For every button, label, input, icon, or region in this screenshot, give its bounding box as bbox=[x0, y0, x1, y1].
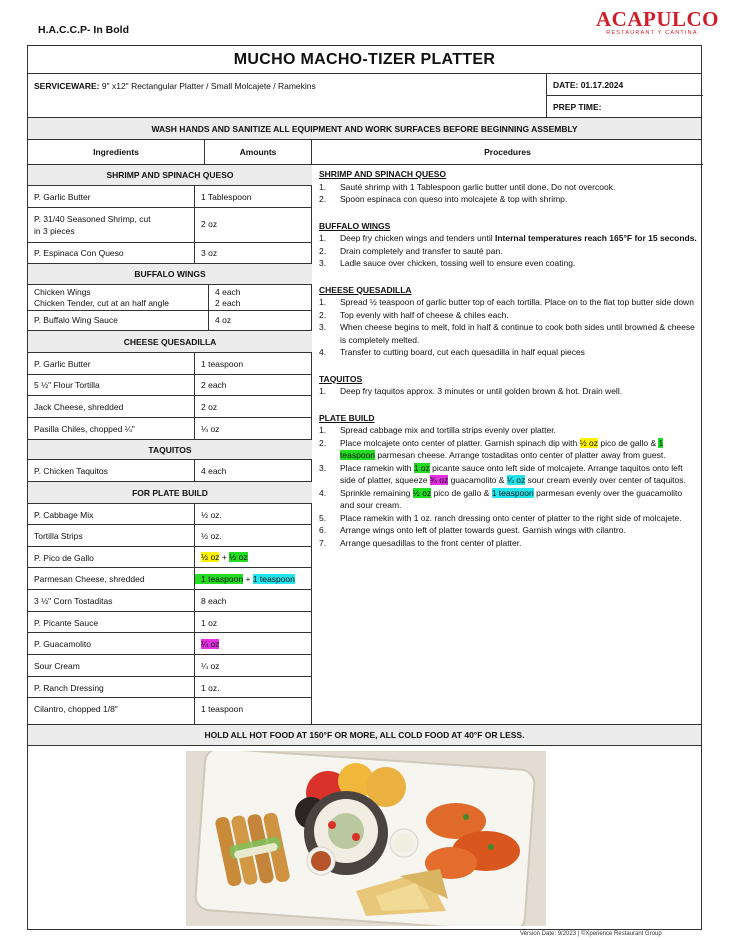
ingredient-row bbox=[28, 285, 312, 311]
ingredient-row bbox=[28, 311, 312, 331]
serviceware-label: SERVICEWARE: bbox=[34, 81, 100, 91]
ingredient-row bbox=[28, 243, 312, 264]
proc-step: 1. Spread ½ teaspoon of garlic butter top of each tortilla. Place on to the flat top butter side down bbox=[319, 297, 694, 307]
proc-step: 2. Spoon espinaca con queso into molcajete & top with shrimp. bbox=[319, 194, 568, 204]
platter-photo bbox=[186, 751, 546, 926]
serviceware-row bbox=[28, 74, 701, 118]
ingredient-row bbox=[28, 186, 312, 208]
ingredient-name: Chicken Wings Chicken Tender, cut at an half angle bbox=[34, 287, 169, 308]
proc-step: 5. Place ramekin with 1 oz. ranch dressing onto center of platter to the right side of molcajete. bbox=[319, 512, 682, 523]
proc-step: 1. Deep fry taquitos approx. 3 minutes or until golden brown & hot. Drain well. bbox=[319, 386, 623, 396]
serviceware bbox=[34, 81, 316, 91]
ingredient-name: P. Garlic Butter bbox=[34, 359, 91, 369]
section-header-plate-build: FOR PLATE BUILD bbox=[28, 482, 312, 504]
ingredients-table bbox=[28, 165, 312, 724]
ingredient-row bbox=[28, 612, 312, 633]
serviceware-value: 9" x12" Rectangular Platter / Small Molcajete / Ramekins bbox=[101, 81, 316, 91]
ingredient-row bbox=[28, 396, 312, 418]
ingredient-amount: 1 teaspoon bbox=[194, 698, 243, 724]
wash-hands-notice: WASH HANDS AND SANITIZE ALL EQUIPMENT AND WORK SURFACES BEFORE BEGINNING ASSEMBLY bbox=[28, 118, 701, 140]
proc-title-quesadilla: CHEESE QUESADILLA bbox=[319, 284, 412, 295]
ingredient-amount: 1 teaspoon + 1 teaspoon bbox=[194, 568, 295, 589]
ingredient-row bbox=[28, 353, 312, 375]
ingredient-amount: 1 oz bbox=[194, 612, 217, 632]
ingredient-name: P. Espinaca Con Queso bbox=[34, 248, 124, 258]
procedures-header: Procedures bbox=[312, 140, 703, 165]
highlight-guacamolito: ¾ oz bbox=[429, 475, 449, 485]
acapulco-logo bbox=[596, 7, 719, 36]
ingredient-amount: 2 oz bbox=[194, 208, 217, 242]
date-column bbox=[546, 74, 703, 118]
ingredient-row bbox=[28, 568, 312, 590]
haccp-temperature: Internal temperatures reach 165°F for 15 seconds. bbox=[494, 233, 697, 243]
proc-list-quesadilla bbox=[319, 296, 697, 359]
version-date: Version Date: 9/2023 | ©Xperience Restaurant Group bbox=[520, 931, 662, 937]
proc-title-shrimp: SHRIMP AND SPINACH QUESO bbox=[319, 169, 447, 179]
highlight-parmesan-a: 1 teaspoon bbox=[195, 574, 243, 584]
proc-step: 3. Ladle sauce over chicken, tossing well to ensure even coating. bbox=[319, 258, 576, 268]
ingredient-name: P. Chicken Taquitos bbox=[34, 466, 108, 476]
amounts-header: Amounts bbox=[205, 140, 312, 165]
procedures-column bbox=[319, 168, 697, 549]
ingredient-row bbox=[28, 460, 312, 482]
ingredient-amount: 2 each bbox=[194, 375, 227, 395]
ingredient-name: P. Guacamolito bbox=[34, 639, 92, 649]
ingredient-name: P. Ranch Dressing bbox=[34, 683, 104, 693]
ingredient-row bbox=[28, 375, 312, 396]
ingredient-row bbox=[28, 655, 312, 677]
proc-title-plate-build: PLATE BUILD bbox=[319, 412, 375, 423]
proc-step: 2. Drain completely and transfer to sauté pan. bbox=[319, 245, 503, 256]
ingredient-amount bbox=[194, 633, 219, 654]
proc-step: 4. Sprinkle remaining ½ oz pico de gallo & 1 teaspoon parmesan evenly over the guacamolito and sour cream. bbox=[319, 487, 683, 510]
ingredient-name: P. Picante Sauce bbox=[34, 618, 99, 628]
proc-step: 1. Spread cabbage mix and tortilla strips evenly over platter. bbox=[319, 425, 556, 435]
ingredient-row bbox=[28, 504, 312, 525]
ingredient-row bbox=[28, 525, 312, 547]
ingredient-amount: 3 oz bbox=[194, 243, 217, 263]
ingredient-amount: ½ oz. bbox=[194, 504, 222, 524]
section-header-quesadilla: CHEESE QUESADILLA bbox=[28, 331, 312, 353]
recipe-card bbox=[27, 45, 702, 930]
hold-temperature-notice: HOLD ALL HOT FOOD AT 150°F OR MORE, ALL COLD FOOD AT 40°F OR LESS. bbox=[28, 724, 701, 746]
ingredient-amount: 4 each bbox=[194, 460, 227, 481]
proc-list-taquitos bbox=[319, 385, 697, 398]
ingredient-row bbox=[28, 677, 312, 698]
proc-title-taquitos: TAQUITOS bbox=[319, 373, 363, 384]
highlight-pico-b: ½ oz bbox=[229, 552, 248, 562]
ingredient-name: 5 ½" Flour Tortilla bbox=[34, 380, 100, 390]
ingredient-name: P. Pico de Gallo bbox=[34, 553, 94, 563]
haccp-note: H.A.C.C.P- In Bold bbox=[38, 24, 129, 36]
proc-list-shrimp bbox=[319, 181, 697, 206]
prep-time-field: PREP TIME: bbox=[553, 102, 602, 112]
ingredient-name: Jack Cheese, shredded bbox=[34, 402, 124, 412]
ingredient-name: 3 ½" Corn Tostaditas bbox=[34, 596, 113, 606]
ingredient-name: Parmesan Cheese, shredded bbox=[34, 574, 145, 584]
highlight-parmesan: 1 teaspoon bbox=[340, 437, 664, 460]
ingredients-header: Ingredients bbox=[28, 140, 205, 165]
highlight-pico-a: ½ oz bbox=[201, 552, 220, 562]
proc-step: 2. Top evenly with half of cheese & chiles each. bbox=[319, 309, 509, 320]
ingredient-row bbox=[28, 590, 312, 612]
ingredient-row bbox=[28, 547, 312, 568]
ingredient-amount: ¼ oz bbox=[194, 418, 219, 439]
ingredient-name: Cilantro, chopped 1/8" bbox=[34, 704, 118, 714]
ingredient-amount: ¼ oz bbox=[194, 655, 219, 676]
ingredient-name: Sour Cream bbox=[34, 661, 80, 671]
ingredient-name: P. Buffalo Wing Sauce bbox=[34, 315, 118, 325]
date-field: DATE: 01.17.2024 bbox=[547, 74, 703, 96]
proc-step: 3. When cheese begins to melt, fold in half & continue to cook both sides until browned & cheese is completely melted. bbox=[319, 322, 695, 345]
highlight-guacamolito: ¼ oz bbox=[201, 639, 220, 649]
ingredient-row bbox=[28, 208, 312, 243]
section-header-shrimp: SHRIMP AND SPINACH QUESO bbox=[28, 165, 312, 186]
proc-list-wings bbox=[319, 232, 697, 270]
highlight-parmesan: 1 teaspoon bbox=[491, 487, 534, 498]
highlight-pico: ½ oz bbox=[412, 487, 432, 498]
ingredient-amount: 4 each 2 each bbox=[208, 285, 241, 310]
ingredient-amount: 4 oz bbox=[208, 311, 231, 330]
ingredient-name: P. Cabbage Mix bbox=[34, 510, 94, 520]
ingredient-amount: ½ oz + ½ oz bbox=[194, 547, 248, 567]
ingredient-amount: 1 Tablespoon bbox=[194, 186, 251, 207]
ingredient-amount: 8 each bbox=[194, 590, 227, 611]
recipe-title: MUCHO MACHO-TIZER PLATTER bbox=[28, 46, 701, 74]
logo-tagline: RESTAURANT Y CANTINA bbox=[606, 30, 698, 36]
ingredient-name: P. Garlic Butter bbox=[34, 192, 91, 202]
ingredient-name: P. 31/40 Seasoned Shrimp, cut in 3 pieces bbox=[34, 214, 151, 236]
proc-step: 3. Place ramekin with 1 oz picante sauce onto left side of molcajete. Arrange taquitos onto left side of platter, squeeze ¾ oz guacamolito & ¼ oz sour cream evenly over center of taquitos. bbox=[319, 462, 686, 485]
logo-wordmark: ACAPULCO bbox=[596, 7, 719, 31]
proc-step: 7. Arrange quesadillas to the front center of platter. bbox=[319, 537, 522, 548]
ingredient-name: Tortilla Strips bbox=[34, 531, 83, 541]
ingredient-row bbox=[28, 418, 312, 440]
highlight-pico: ½ oz bbox=[579, 437, 598, 448]
proc-list-plate-build bbox=[319, 424, 697, 549]
proc-step: 2. Place molcajete onto center of platter. Garnish spinach dip with ½ oz pico de gallo & 1 teaspoon parmesan cheese. Arrange tostaditas onto center of platter away from guest. bbox=[319, 437, 666, 460]
ingredient-name: Pasilla Chiles, chopped ¼" bbox=[34, 424, 135, 434]
ingredient-row bbox=[28, 698, 312, 724]
section-header-taquitos: TAQUITOS bbox=[28, 440, 312, 460]
section-header-wings: BUFFALO WINGS bbox=[28, 264, 312, 285]
ingredient-amount: 2 oz bbox=[194, 396, 217, 417]
ingredient-amount: ½ oz. bbox=[194, 525, 222, 546]
proc-step: 1. Sauté shrimp with 1 Tablespoon garlic butter until done. Do not overcook. bbox=[319, 181, 616, 192]
proc-step: 4. Transfer to cutting board, cut each quesadilla in half equal pieces bbox=[319, 347, 585, 357]
highlight-sour-cream: ¼ oz bbox=[506, 475, 526, 485]
highlight-picante: 1 oz bbox=[413, 462, 430, 473]
ingredient-amount: 1 teaspoon bbox=[194, 353, 243, 374]
highlight-parmesan-b: 1 teaspoon bbox=[252, 574, 295, 584]
proc-title-wings: BUFFALO WINGS bbox=[319, 220, 391, 231]
ingredient-amount: 1 oz. bbox=[194, 677, 219, 697]
proc-step: 6. Arrange wings onto left of platter towards guest. Garnish wings with cilantro. bbox=[319, 525, 626, 535]
ingredient-row bbox=[28, 633, 312, 655]
proc-step: 1. Deep fry chicken wings and tenders until Internal temperatures reach 165°F for 15 seconds. bbox=[319, 233, 697, 243]
